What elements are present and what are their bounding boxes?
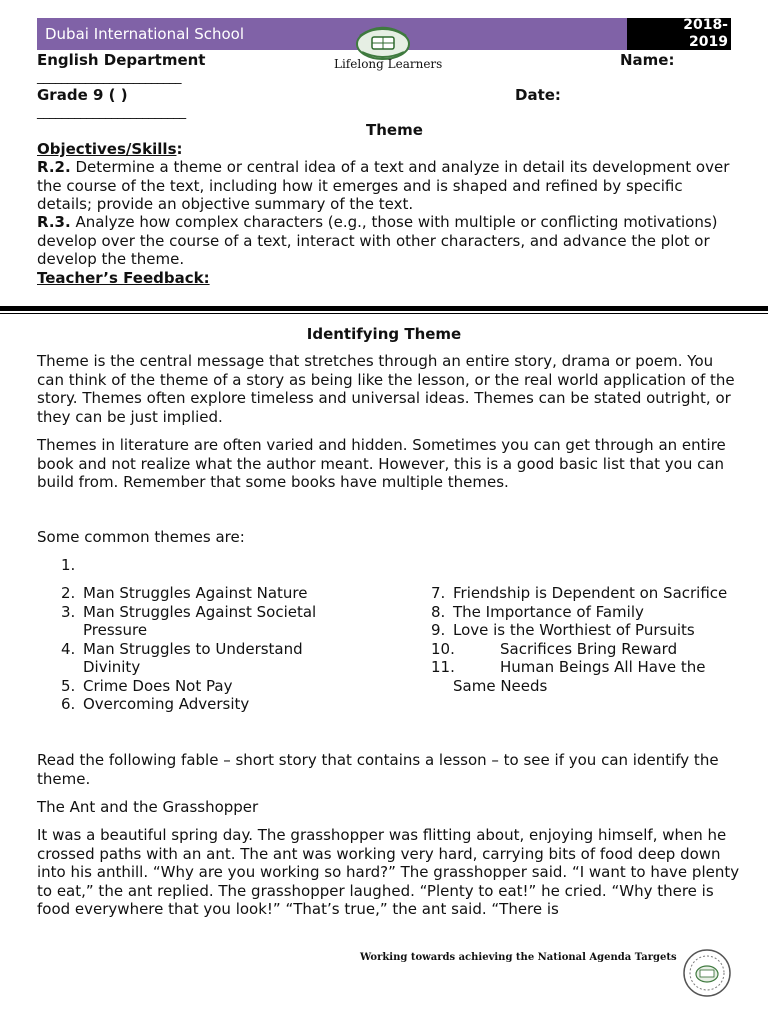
objective-r2 [37,158,737,214]
list-item-number: 11. [431,658,455,676]
list-item [431,640,731,659]
objectives-heading-colon: : [176,140,183,158]
list-item [61,677,351,696]
list-item-number: 4. [61,639,76,658]
list-item-text: The Importance of Family [453,602,644,621]
list-item-text: Man Struggles to Understand Divinity [83,639,303,676]
department-label: English Department [37,51,206,69]
objective-r3-code: R.3. [37,213,71,231]
list-item [61,640,351,677]
list-item-number: 8. [431,602,446,621]
name-label: Name: [620,51,675,69]
list-item-number: 2. [61,584,76,602]
list-item-number: 7. [431,584,446,602]
objective-r2-code: R.2. [37,158,71,176]
grade-label: Grade 9 ( ) [37,86,128,104]
list-item [61,603,351,640]
date-blank-line: ________________________ [37,105,186,120]
list-item-text: Human Beings All Have the Same Needs [453,658,706,695]
theme-definition-paragraph: Theme is the central message that stretches through an entire story, drama or poem. You can think of the theme of a story as being like the lesson, or the real world application of the story. Themes often explore timeless and universal ideas. Themes can be stated outright, or they can be just implied. [37,352,735,426]
objective-r3 [37,213,737,269]
list-item-number: 9. [431,621,446,639]
school-year [634,17,728,51]
list-item [61,584,351,603]
list-item-text: Sacrifices Bring Reward [500,639,678,658]
themes-list-left [61,584,351,714]
section-divider-thin [0,313,768,314]
school-motto: Lifelong Learners [334,57,443,71]
department-seal-icon [682,948,732,998]
list-item [431,603,731,622]
list-item [61,695,351,714]
list-item-number: 3. [61,602,76,621]
list-item [431,621,731,640]
section-heading: Identifying Theme [306,325,462,343]
teacher-feedback-label: Teacher’s Feedback: [37,269,210,287]
year-line-2: 2019 [689,34,728,50]
list-item-text: Man Struggles Against Nature [83,584,308,602]
year-line-1: 2018- [683,17,728,33]
list-item-text: Crime Does Not Pay [83,676,233,695]
list-item-number: 5. [61,676,76,695]
fable-intro-paragraph: Read the following fable – short story that contains a lesson – to see if you can identify the theme. [37,751,719,788]
fable-title: The Ant and the Grasshopper [37,798,259,816]
themes-list-right [431,584,731,695]
list-item-empty: 1. [61,556,76,574]
list-item-number: 10. [431,639,455,658]
section-divider-thick [0,306,768,311]
list-item [431,584,731,603]
list-item-text: Friendship is Dependent on Sacrifice [453,584,728,602]
objectives-heading [37,140,737,159]
footer-text: Working towards achieving the National Agenda Targets [360,952,677,963]
date-label: Date: [515,86,561,104]
objective-r2-text: Determine a theme or central idea of a text and analyze in detail its development over the course of the text, including how it emerges and is shaped and refined by specific details; provide an objective summary of the text. [37,158,730,213]
name-blank-line: ________________________ [37,70,181,85]
school-logo-icon [352,22,414,60]
school-name: Dubai International School [45,25,245,43]
list-item-text: Man Struggles Against Societal Pressure [83,602,317,639]
list-item-text: Love is the Worthiest of Pursuits [453,621,695,639]
list-item-text: Overcoming Adversity [83,695,250,713]
fable-paragraph: It was a beautiful spring day. The grasshopper was flitting about, enjoying himself, when he crossed paths with an ant. The ant was working very hard, carrying bits of food deep down into his anthill. “Why are you working so hard?” The grasshopper said. “I want to have plenty to eat,” the ant replied. The grasshopper laughed. “Plenty to eat!” he cried. “Why there is food everywhere that you look!” “That’s true,” the ant said. “There is [37,826,740,918]
list-item [431,658,731,695]
objective-r3-text: Analyze how complex characters (e.g., those with multiple or conflicting motivations) develop over the course of a text, interact with other characters, and advance the plot or develop the theme. [37,213,718,268]
page-title: Theme [366,121,423,139]
common-themes-intro: Some common themes are: [37,528,245,546]
list-item-number: 6. [61,695,76,713]
themes-literature-paragraph: Themes in literature are often varied and hidden. Sometimes you can get through an entire book and not realize what the author meant. However, this is a good basic list that you can build from. Remember that some books have multiple themes. [37,436,726,491]
objectives-heading-text: Objectives/Skills [37,140,177,158]
